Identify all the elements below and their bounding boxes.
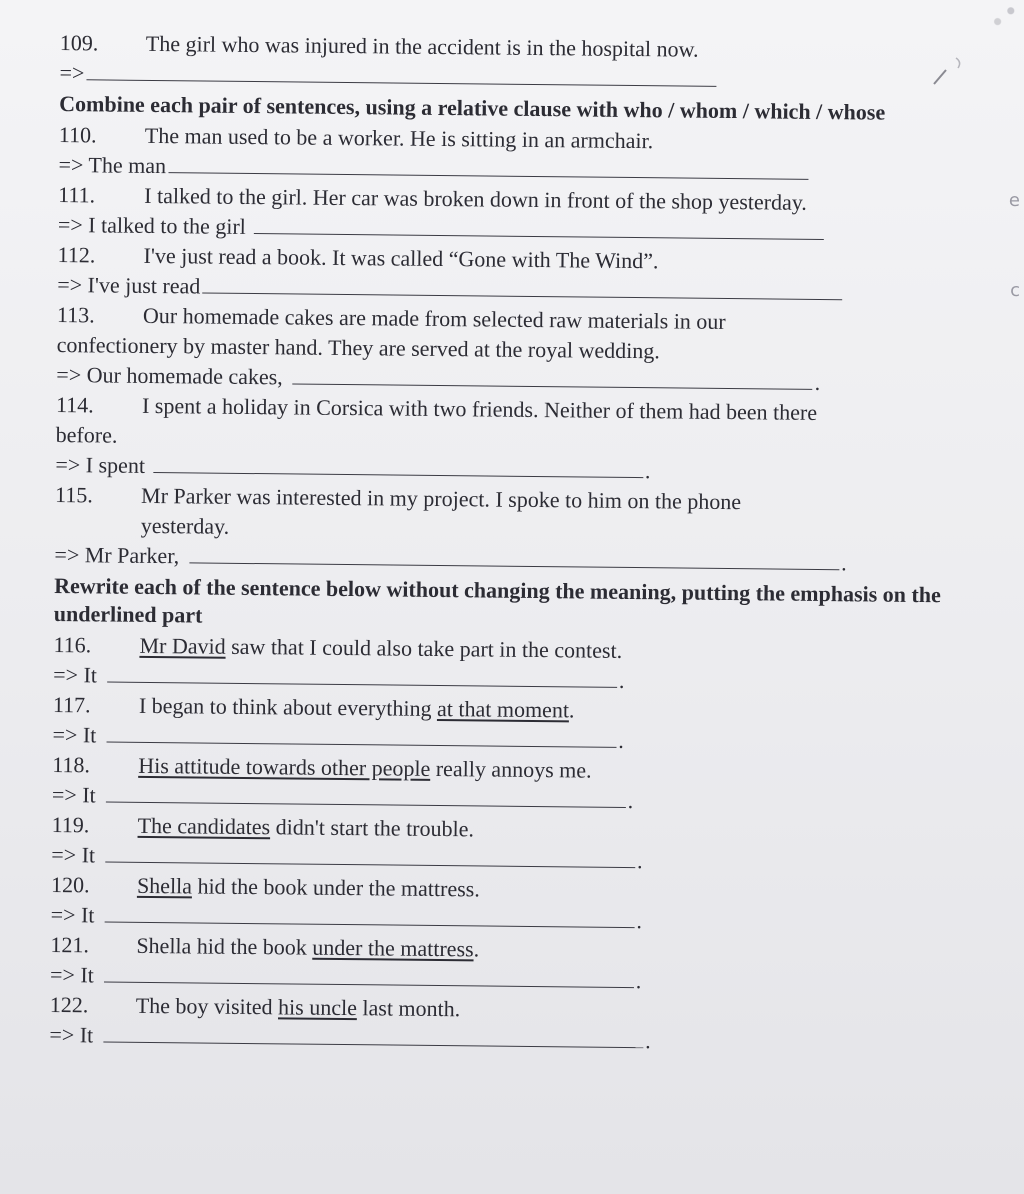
question-text-line-2: yesterday. [140, 512, 230, 539]
margin-mark-c: c [1010, 280, 1020, 301]
question-number: 109. [59, 29, 99, 56]
section-heading-emphasis: Rewrite each of the sentence below without changing the meaning, putting the emphasis on the underlined part [53, 572, 941, 628]
answer-blank[interactable] [103, 1024, 643, 1049]
answer-blank[interactable] [153, 454, 643, 478]
underlined-part: His attitude towards other people [138, 752, 431, 781]
answer-blank[interactable] [106, 784, 626, 808]
answer-blank[interactable] [105, 844, 635, 869]
margin-mark-e: e [1008, 190, 1020, 211]
answer-end: . [636, 908, 643, 934]
answer-prefix: => It [50, 901, 95, 928]
question-text-before: Shella hid the book [136, 932, 313, 960]
question-text-rest: really annoys me. [430, 755, 592, 783]
section-heading-relative-clauses: Combine each pair of sentences, using a relative clause with who / whom / which / whose [59, 90, 886, 125]
answer-end: . [841, 550, 847, 576]
underlined-part: The candidates [137, 812, 271, 840]
answer-end: . [618, 727, 624, 753]
question-text-line-1: I spent a holiday in Corsica with two friends. Neither of them had been there [141, 392, 818, 425]
answer-prefix: => [59, 59, 85, 86]
question-text-before: The boy visited [135, 992, 279, 1020]
question-text: The girl who was injured in the accident is in the hospital now. [145, 30, 699, 62]
answer-prefix: => I spent [55, 451, 146, 478]
page-corner-mark [980, 0, 1024, 36]
answer-blank[interactable] [202, 275, 842, 301]
answer-blank[interactable] [107, 664, 617, 688]
question-text-after: . [473, 936, 480, 962]
question-number: 113. [56, 301, 95, 328]
answer-blank[interactable] [254, 215, 824, 240]
answer-blank[interactable] [86, 61, 716, 87]
question-number: 119. [51, 811, 90, 838]
answer-prefix: => It [51, 781, 96, 808]
answer-prefix: => The man [58, 151, 167, 179]
question-text-after: last month. [356, 995, 461, 1022]
question-number: 121. [50, 931, 90, 958]
answer-blank[interactable] [168, 154, 808, 180]
question-number: 122. [49, 991, 89, 1018]
answer-blank[interactable] [106, 724, 616, 748]
question-number: 114. [55, 391, 94, 418]
question-text-rest: didn't start the trouble. [270, 814, 475, 842]
question-text-line-1: Our homemade cakes are made from selected raw materials in our [142, 302, 726, 334]
answer-prefix: => I talked to the girl [57, 211, 247, 239]
question-number: 120. [50, 871, 90, 898]
question-number: 111. [58, 181, 96, 208]
question-text: I talked to the girl. Her car was broken down in front of the shop yesterday. [144, 182, 808, 215]
question-text-line-1: Mr Parker was interested in my project. I spoke to him on the phone [140, 482, 742, 515]
answer-prefix: => Our homemade cakes, [56, 361, 283, 390]
answer-blank[interactable] [104, 904, 634, 929]
question-text-line-2: confectionery by master hand. They are served at the royal wedding. [56, 331, 660, 364]
question-number: 118. [52, 751, 91, 778]
answer-blank[interactable] [189, 544, 839, 570]
answer-prefix: => Mr Parker, [54, 541, 180, 569]
underlined-part: Shella [136, 872, 193, 899]
underlined-part: under the mattress [312, 934, 474, 962]
answer-end: . [814, 369, 821, 395]
question-text-line-2: before. [55, 421, 118, 448]
answer-blank[interactable] [104, 964, 634, 989]
underlined-part: at that moment [436, 695, 570, 723]
answer-prefix: => It [49, 1021, 94, 1048]
worksheet-page [49, 28, 980, 1060]
question-text-before: I began to think about everything [138, 692, 438, 721]
question-text: I've just read a book. It was called “Gone with The Wind”. [143, 242, 659, 274]
answer-end: . [645, 1028, 651, 1054]
question-number: 115. [54, 481, 93, 508]
answer-end: . [635, 968, 642, 994]
answer-prefix: => I've just read [57, 271, 201, 299]
answer-prefix: => It [49, 961, 94, 988]
question-text-rest: hid the book under the mattress. [191, 873, 480, 902]
answer-blank[interactable] [293, 365, 813, 389]
answer-end: . [636, 848, 643, 874]
answer-prefix: => It [53, 661, 98, 688]
question-number: 117. [52, 691, 91, 718]
underlined-part: his uncle [278, 994, 358, 1021]
answer-end: . [644, 458, 651, 484]
question-number: 110. [58, 121, 97, 148]
answer-end: . [618, 667, 625, 693]
question-text: The man used to be a worker. He is sitting in an armchair. [144, 122, 654, 154]
underlined-part: Mr David [139, 632, 226, 659]
answer-end: . [627, 787, 634, 814]
answer-prefix: => It [52, 721, 97, 748]
answer-prefix: => It [51, 841, 96, 868]
question-text-after: . [568, 697, 575, 723]
question-number: 112. [57, 241, 96, 268]
question-text-rest: saw that I could also take part in the contest. [225, 633, 623, 663]
question-number: 116. [53, 631, 92, 658]
